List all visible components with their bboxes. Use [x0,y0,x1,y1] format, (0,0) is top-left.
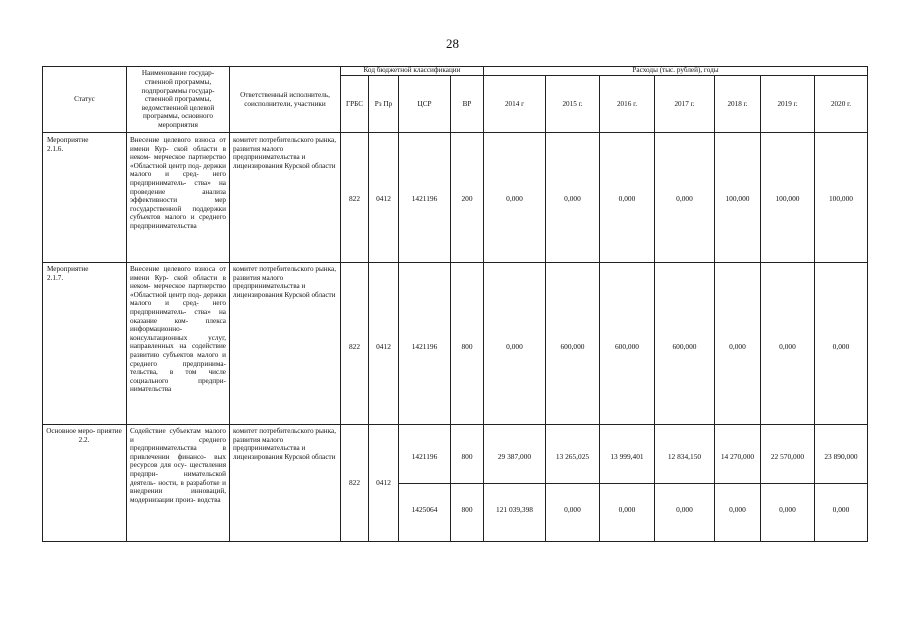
col-line-12 [760,75,761,542]
header-year-2016: 2016 г. [616,99,638,108]
header-year-2020: 2020 г. [830,99,852,108]
header-year-2018: 2018 г. [727,99,748,108]
col-line-7 [483,66,484,542]
header-year-2015: 2015 г. [562,99,583,108]
col-line-11 [714,75,715,542]
row-grbs: 822 [348,194,361,203]
value-2016: 0,000 [618,505,636,514]
col-line-10 [654,75,655,542]
value-2019: 22 570,000 [770,452,805,461]
row-program-name: Внесение целевого взноса от имени Кур- ской области в неком- мерческое партнерство «Областной центр под- держки малого и сред- него предприниматель- ства» на оказание ком- плекса информационно- консультационных услуг, направленных на содействие развитию субъектов малого и среднего предпринима- тельства, в том числе социального предпри- нимательства [130,265,226,394]
value-2018: 14 270,000 [720,452,755,461]
row-status: Мероприятие 2.1.6. [47,136,89,153]
value-2020: 23 890,000 [824,452,858,461]
header-year-2014: 2014 г [504,99,525,108]
row-responsible: комитет потребительского рынка, развития малого предпринимательства и лицензирования Курской области [233,427,337,461]
header-responsible: Ответственный исполнитель, соисполнители, участники [240,90,330,108]
value-2016: 600,000 [614,342,640,351]
value-2016: 13 999,401 [610,452,644,461]
row-divider-2 [42,424,868,425]
col-line-8 [545,75,546,542]
row-vr: 800 [461,505,473,514]
row-rzpr: 0412 [376,342,391,351]
row-csr: 1421196 [411,452,438,461]
row-status: Мероприятие 2.1.7. [47,265,89,282]
header-expenses: Расходы (тыс. рублей), годы [632,66,719,75]
row-rzpr: 0412 [376,194,391,203]
value-2016: 0,000 [618,194,636,203]
page-number: 28 [446,36,459,51]
value-2017: 0,000 [676,194,693,203]
row-grbs: 822 [348,342,361,351]
value-2020: 0,000 [832,342,850,351]
col-line-5 [398,75,399,542]
row-status: Основное меро- приятие 2.2. [46,427,122,444]
row-responsible: комитет потребительского рынка, развития малого предпринимательства и лицензирования Курской области [233,265,337,299]
row-divider-1 [42,262,868,263]
row-vr: 200 [461,194,473,203]
header-rzpr: Рз Пр [374,99,393,108]
row-csr: 1421196 [411,342,438,351]
row-rzpr: 0412 [376,478,391,487]
value-2018: 100,000 [725,194,750,203]
value-2014: 0,000 [506,342,523,351]
value-2015: 0,000 [564,194,581,203]
value-2020: 100,000 [828,194,854,203]
value-2017: 12 834,150 [667,452,702,461]
subrow-divider [398,483,868,484]
value-2014: 0,000 [506,194,523,203]
row-csr: 1421196 [411,194,438,203]
value-2018: 0,000 [729,505,746,514]
col-line-13 [814,75,815,542]
row-program-name: Содействие субъектам малого и среднего предпринимательства в привлечении финансо- вых ресурсов для осу- ществления предпри- нимательской деятель- ности, в разработке и внедрении инноваций, модернизации произ- водства [130,427,226,504]
row-csr: 1425064 [411,505,438,514]
header-budget-code: Код бюджетной классификации [363,66,461,75]
budget-table [42,66,868,542]
value-2019: 0,000 [779,505,796,514]
value-2019: 100,000 [775,194,800,203]
value-2017: 0,000 [676,505,693,514]
header-csr: ЦСР [417,99,432,108]
row-vr: 800 [461,342,473,351]
header-bottom-line [42,132,868,133]
value-2014: 29 387,000 [497,452,532,461]
row-program-name: Внесение целевого взноса от имени Кур- ской области в неком- мерческое партнерство «Областной центр под- держки малого и сред- него предприниматель- ства» на проведение анализа эффективности мер государственной поддержки субъектов малого и среднего предпринимательства [130,136,226,230]
col-line-4 [368,75,369,542]
header-status: Статус [74,95,95,104]
header-year-2017: 2017 г. [674,99,695,108]
value-2015: 600,000 [560,342,585,351]
header-vr: ВР [462,99,472,108]
col-line-6 [450,75,451,542]
value-2015: 13 265,025 [555,452,590,461]
col-line-1 [126,66,127,542]
row-grbs: 822 [348,478,361,487]
col-line-3 [340,66,341,542]
col-line-14 [867,66,868,542]
header-grbs: ГРБС [345,99,364,108]
header-program-name: Наименование государ- ственной программы, подпрограммы государ- ственной программы, ведомственной целевой программы, основного мероприятия [141,69,215,129]
col-line-2 [229,66,230,542]
value-2020: 0,000 [832,505,850,514]
value-2017: 600,000 [672,342,697,351]
row-vr: 800 [461,452,473,461]
table-border-bottom [42,541,868,542]
value-2019: 0,000 [779,342,796,351]
value-2014: 121 039,398 [496,505,533,514]
header-year-2019: 2019 г. [777,99,798,108]
row-responsible: комитет потребительского рынка, развития малого предпринимательства и лицензирования Курской области [233,136,337,170]
col-line-9 [599,75,600,542]
value-2015: 0,000 [564,505,581,514]
value-2018: 0,000 [729,342,746,351]
col-line-0 [42,66,43,542]
